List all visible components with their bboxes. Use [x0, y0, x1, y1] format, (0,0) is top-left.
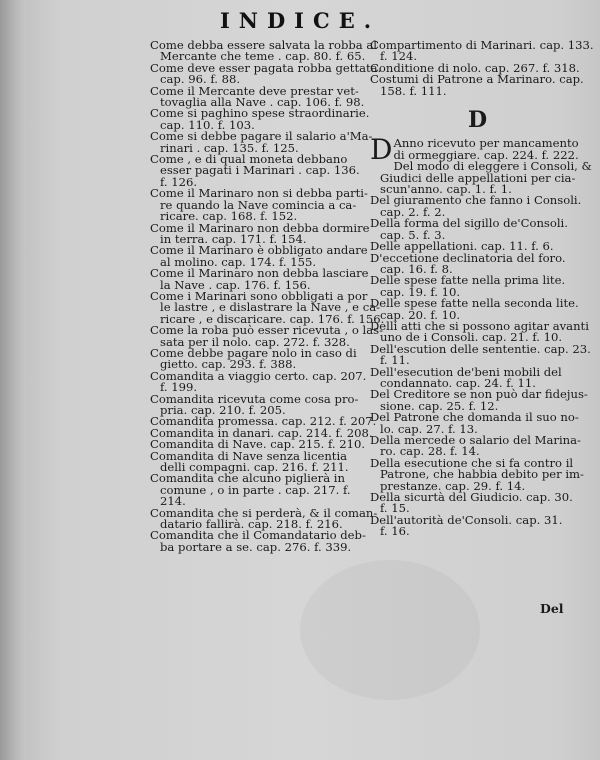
- index-entry: [370, 38, 594, 64]
- index-entry: [370, 298, 586, 321]
- index-entry-line: Compartimento di Marinari. cap. 133.: [370, 38, 594, 52]
- index-entry: [150, 245, 368, 268]
- index-entry-line: esser pagati i Marinari . cap. 136.: [160, 163, 360, 178]
- index-entry-line: f. 124.: [380, 49, 418, 64]
- index-entries-d: [370, 133, 592, 539]
- index-entry: [370, 275, 586, 298]
- index-entry-line: Dell'escution delle sententie. cap. 23.: [370, 341, 591, 356]
- index-entry: [150, 368, 368, 395]
- index-entry-line: la Nave . cap. 176. f. 156.: [160, 277, 311, 292]
- index-entry: [150, 83, 368, 110]
- index-entry-line: f. 16.: [380, 524, 410, 539]
- index-entry-line: Comandita di Nave senza licentia: [150, 448, 348, 463]
- index-entry-line: Comandita in danari. cap. 214. f. 208.: [150, 425, 373, 440]
- index-entry-line: datario fallirà. cap. 218. f. 216.: [160, 517, 343, 532]
- index-entry-line: Anno ricevuto per mancamento: [393, 136, 579, 151]
- index-entry-line: ro. cap. 28. f. 14.: [380, 444, 480, 459]
- index-entry-line: pria. cap. 210. f. 205.: [160, 403, 286, 417]
- index-entry-line: Costumi di Patrone a Marinaro. cap.: [370, 72, 584, 87]
- index-column-left: [150, 38, 385, 554]
- index-entry-line: gietto. cap. 293. f. 388.: [160, 357, 297, 372]
- index-entry: [370, 364, 586, 390]
- index-entry-line: Come il Mercante deve prestar vet-: [150, 83, 359, 98]
- index-entry-line: al molino. cap. 174. f. 155.: [160, 254, 317, 269]
- index-entry-line: Comandita che alcuno piglierà in: [150, 471, 345, 486]
- index-entry-line: Conditione di nolo. cap. 267. f. 318.: [370, 60, 580, 75]
- index-entry-line: D'eccetione declinatoria del foro.: [370, 250, 566, 265]
- index-entry: [370, 195, 586, 218]
- index-entry-line: Delle appellationi. cap. 11. f. 6.: [370, 239, 554, 254]
- index-entry-line: 158. f. 111.: [380, 83, 447, 98]
- index-entry-line: Patrone, che habbia debito per im-: [380, 467, 584, 482]
- index-entry-line: lo. cap. 27. f. 13.: [380, 421, 478, 436]
- index-entry: [370, 159, 592, 197]
- index-entry: [150, 345, 368, 372]
- index-entry-line: sata per il nolo. cap. 272. f. 328.: [160, 334, 350, 349]
- index-entry-line: in terra. cap. 171. f. 154.: [160, 231, 307, 246]
- index-entry-line: cap. 19. f. 10.: [380, 284, 461, 299]
- index-entry: [370, 341, 591, 368]
- index-entry-line: Come la roba può esser ricevuta , o las-: [150, 323, 384, 338]
- paper-stain: [300, 560, 480, 700]
- index-entry-line: 214.: [160, 494, 186, 509]
- index-entry: [370, 218, 586, 241]
- index-entry: [150, 60, 382, 87]
- index-entry-line: Come si debbe pagare il salario a'Ma-: [150, 129, 373, 144]
- index-entry-line: Come debba essere salvata la robba al: [150, 38, 378, 52]
- index-entry-line: Delle spese fatte nella seconda lite.: [370, 296, 579, 311]
- index-entry: [150, 220, 370, 246]
- index-entry-line: cap. 110. f. 103.: [160, 117, 255, 132]
- index-entry: [150, 268, 368, 291]
- index-entry-line: Come il Marinaro è obbligato andare: [150, 243, 368, 258]
- index-entry-line: f. 199.: [160, 380, 198, 395]
- index-entry-line: Come il Marinaro non debba dormire: [150, 220, 370, 235]
- drop-capital: D: [370, 133, 393, 167]
- index-entry-line: le lastre , e dislastrare la Nave , e ca-: [160, 300, 381, 315]
- index-entry-line: Della esecutione che si fa contro il: [370, 455, 574, 470]
- index-entry: [370, 512, 586, 539]
- index-entry-line: delli compagni. cap. 216. f. 211.: [160, 460, 349, 475]
- index-entry-line: di ormeggiare. cap. 224. f. 222.: [393, 147, 579, 162]
- index-entry-line: condannato. cap. 24. f. 11.: [380, 375, 536, 390]
- index-entry-line: cap. 20. f. 10.: [380, 307, 461, 322]
- binding-gutter: [0, 0, 26, 760]
- index-entry-line: Comandita che il Comandatario deb-: [150, 528, 366, 543]
- page-title: INDICE.: [219, 8, 381, 33]
- index-entry-line: Giudici delle appellationi per cia-: [380, 170, 576, 185]
- index-entry-line: Della mercede o salario del Marina-: [370, 433, 581, 447]
- index-entry-line: Come , e di qual moneta debbano: [150, 152, 348, 167]
- index-entry-line: comune , o in parte . cap. 217. f.: [160, 482, 351, 497]
- index-entry-line: ricare , e discaricare. cap. 176. f. 156.: [160, 311, 385, 326]
- index-entry-line: cap. 16. f. 8.: [380, 261, 453, 276]
- index-entry-line: cap. 5. f. 3.: [380, 227, 446, 242]
- index-entry-line: Comandita di Nave. cap. 215. f. 210.: [150, 437, 366, 452]
- index-entry-line: f. 15.: [380, 501, 410, 516]
- index-entry: [150, 129, 373, 155]
- section-letter: D: [467, 107, 489, 134]
- index-entry-line: prestanze. cap. 29. f. 14.: [380, 478, 526, 493]
- index-entry-line: Comandita promessa. cap. 212. f. 207.: [150, 414, 377, 429]
- index-entry: [370, 412, 586, 435]
- index-entry: [370, 250, 586, 276]
- index-entry-line: Comandita che si perderà, & il coman-: [150, 505, 378, 520]
- index-entry-line: Come i Marinari sono obbligati a por: [150, 288, 368, 303]
- index-entry: [150, 154, 368, 188]
- index-entry-line: Del Patrone che domanda il suo no-: [370, 410, 579, 425]
- index-entry-line: Comandita ricevuta come cosa pro-: [150, 391, 359, 406]
- index-entry: [370, 435, 586, 458]
- index-entry: [370, 318, 589, 345]
- index-entry-line: tovaglia alla Nave . cap. 106. f. 98.: [160, 95, 365, 110]
- index-entry-line: Come debbe pagare nolo in caso di: [150, 345, 357, 360]
- index-entry-line: Del Creditore se non può dar fidejus-: [370, 387, 588, 402]
- index-entry-line: cap. 2. f. 2.: [380, 204, 446, 219]
- index-entry-line: ricare. cap. 168. f. 152.: [160, 209, 298, 224]
- index-entry-line: sione. cap. 25. f. 12.: [380, 398, 499, 413]
- index-entry-line: uno de i Consoli. cap. 21. f. 10.: [380, 330, 563, 345]
- index-entry: [150, 530, 368, 553]
- index-entry: [150, 108, 368, 131]
- index-entry-line: Delle spese fatte nella prima lite.: [370, 273, 566, 288]
- index-entry: [150, 323, 384, 349]
- index-entry-line: Del giuramento che fanno i Consoli.: [370, 193, 582, 208]
- index-entry-line: Come si paghino spese straordinarie.: [150, 106, 370, 121]
- index-entry-line: Dell'esecution de'beni mobili del: [370, 364, 562, 379]
- index-entry-line: Comandita a viaggio certo. cap. 207.: [150, 368, 367, 383]
- index-entry-line: Come deve esser pagata robba gettata.: [150, 60, 382, 75]
- index-entry-line: Come il Marinaro non si debba parti-: [150, 186, 368, 201]
- index-entry-line: Come il Marinaro non debba lasciare: [150, 266, 369, 281]
- index-entry: [150, 38, 378, 64]
- index-entry: [150, 448, 368, 475]
- index-entry: [150, 473, 368, 507]
- index-entry-line: f. 11.: [380, 353, 410, 368]
- index-entry-line: f. 126.: [160, 174, 198, 189]
- index-entry: [150, 391, 368, 417]
- index-entry-line: ba portare a se. cap. 276. f. 339.: [160, 539, 352, 554]
- index-entry: [370, 389, 586, 412]
- index-entry-line: rinari . cap. 135. f. 125.: [160, 140, 299, 155]
- index-entry-line: cap. 96. f. 88.: [160, 72, 241, 87]
- index-entry-line: Della sicurtà del Giudicio. cap. 30.: [370, 490, 573, 505]
- index-entry: [370, 74, 586, 97]
- index-entry-line: Della forma del sigillo de'Consoli.: [370, 216, 568, 231]
- index-entry-line: Del modo di eleggere i Consoli, &: [393, 159, 592, 174]
- index-entry-line: Delli atti che si possono agitar avanti: [370, 318, 589, 333]
- index-entry-line: scun'anno. cap. 1. f. 1.: [380, 182, 512, 197]
- index-entry: [370, 492, 586, 515]
- index-entries-c-continued: [370, 38, 594, 98]
- index-entry: [370, 455, 586, 493]
- index-entry: [150, 288, 385, 326]
- index-entry-line: Dell'autorità de'Consoli. cap. 31.: [370, 512, 563, 527]
- index-entry: [150, 505, 378, 532]
- index-entry: [150, 188, 368, 222]
- index-entry-line: re quando la Nave comincia a ca-: [160, 197, 357, 212]
- index-entry-line: Mercante che teme . cap. 80. f. 65.: [160, 49, 366, 64]
- index-column-right: [370, 38, 594, 539]
- catchword: Del: [540, 601, 564, 616]
